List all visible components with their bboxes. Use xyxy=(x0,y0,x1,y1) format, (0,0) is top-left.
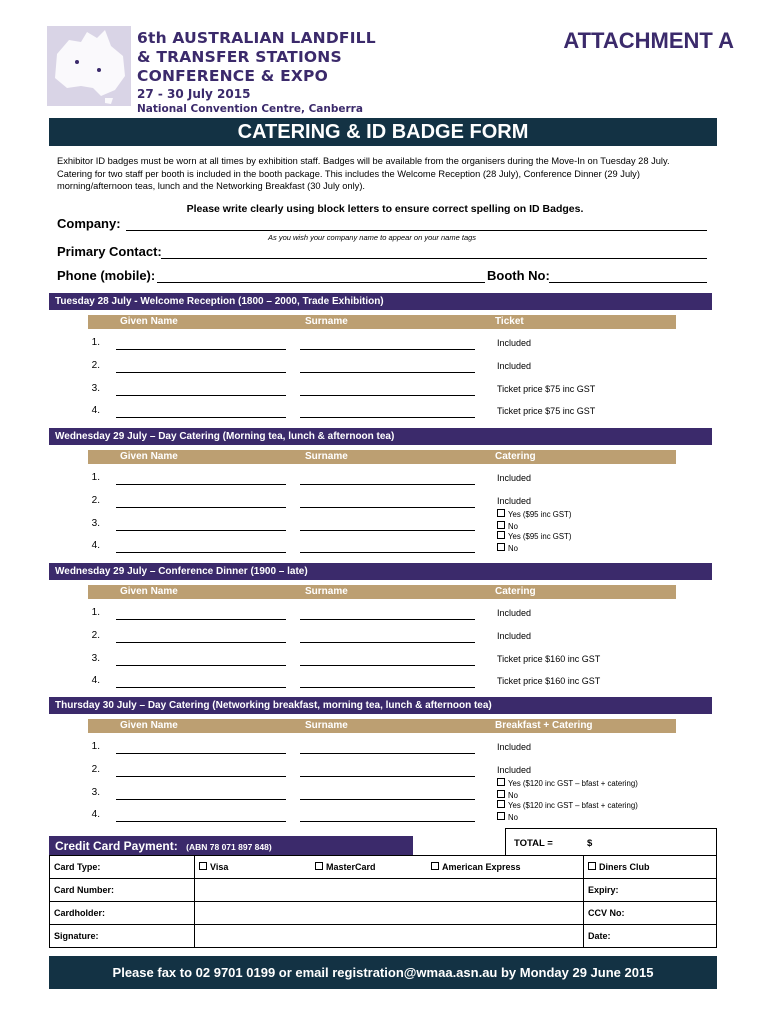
ticket-info: Ticket price $160 inc GST xyxy=(497,654,601,664)
option-no[interactable] xyxy=(497,812,638,824)
signature-field[interactable] xyxy=(195,925,584,948)
checkbox-icon[interactable] xyxy=(497,812,505,820)
ticket-info: Included xyxy=(497,765,532,775)
ticket-info: Ticket price $75 inc GST xyxy=(497,406,596,416)
row-number: 1. xyxy=(91,741,100,752)
catering-options xyxy=(497,509,571,533)
surname-field[interactable] xyxy=(300,821,475,822)
date-field[interactable] xyxy=(584,925,717,948)
option-label: No xyxy=(508,521,518,531)
given-name-field[interactable] xyxy=(116,799,286,800)
card-number-label: Card Number: xyxy=(50,879,195,902)
row-number: 3. xyxy=(91,787,100,798)
surname-field[interactable] xyxy=(300,417,475,418)
row-number: 1. xyxy=(91,472,100,483)
checkbox-icon[interactable] xyxy=(497,800,505,808)
checkbox-icon[interactable] xyxy=(497,521,505,529)
logo-line-2: & TRANSFER STATIONS xyxy=(137,48,342,66)
option-label: No xyxy=(508,790,518,800)
row-number: 4. xyxy=(91,675,100,686)
column-header-row xyxy=(88,315,676,329)
phone-label: Phone (mobile): xyxy=(57,268,156,283)
surname-field[interactable] xyxy=(300,507,475,508)
column-header-row xyxy=(88,450,676,464)
column-header-given: Given Name xyxy=(120,316,178,327)
surname-field[interactable] xyxy=(300,753,475,754)
card-option-visa[interactable]: Visa xyxy=(195,856,312,879)
column-header-third: Catering xyxy=(495,586,536,597)
company-hint: As you wish your company name to appear on your name tags xyxy=(268,233,477,242)
surname-field[interactable] xyxy=(300,530,475,531)
ticket-info: Included xyxy=(497,608,532,618)
attachment-label: ATTACHMENT A xyxy=(563,28,734,53)
column-header-given: Given Name xyxy=(120,720,178,731)
catering-options xyxy=(497,800,638,824)
expiry-field[interactable] xyxy=(584,879,717,902)
surname-field[interactable] xyxy=(300,619,475,620)
phone-field[interactable] xyxy=(157,282,485,283)
row-number: 3. xyxy=(91,653,100,664)
booth-field[interactable] xyxy=(549,282,707,283)
row-number: 4. xyxy=(91,540,100,551)
ticket-info: Included xyxy=(497,631,532,641)
surname-field[interactable] xyxy=(300,642,475,643)
date-label: Date: xyxy=(588,931,611,941)
ticket-info: Included xyxy=(497,742,532,752)
surname-field[interactable] xyxy=(300,349,475,350)
block-letters-note: Please write clearly using block letters to ensure correct spelling on ID Badges. xyxy=(186,203,584,215)
column-header-surname: Surname xyxy=(305,720,348,731)
card-number-field[interactable] xyxy=(195,879,584,902)
column-header-given: Given Name xyxy=(120,451,178,462)
option-label: No xyxy=(508,812,518,822)
card-option-diners[interactable]: Diners Club xyxy=(584,856,717,879)
column-header-surname: Surname xyxy=(305,586,348,597)
row-number: 3. xyxy=(91,518,100,529)
total-label: TOTAL = xyxy=(514,838,553,849)
given-name-field[interactable] xyxy=(116,776,286,777)
conference-logo-text xyxy=(137,29,377,116)
ticket-info: Ticket price $75 inc GST xyxy=(497,384,596,394)
surname-field[interactable] xyxy=(300,799,475,800)
column-header-third: Ticket xyxy=(495,316,524,327)
surname-field[interactable] xyxy=(300,687,475,688)
catering-options xyxy=(497,778,638,802)
given-name-field[interactable] xyxy=(116,395,286,396)
given-name-field[interactable] xyxy=(116,619,286,620)
surname-field[interactable] xyxy=(300,552,475,553)
given-name-field[interactable] xyxy=(116,552,286,553)
abn-number: (ABN 78 071 897 848) xyxy=(186,842,272,852)
company-label: Company: xyxy=(57,216,121,231)
australia-map-logo xyxy=(47,26,131,106)
ticket-info: Ticket price $160 inc GST xyxy=(497,676,601,686)
credit-card-title: Credit Card Payment: xyxy=(55,839,178,853)
card-type-label: Card Type: xyxy=(50,856,195,879)
option-yes[interactable] xyxy=(497,531,571,543)
card-option-amex[interactable]: American Express xyxy=(427,856,584,879)
credit-card-heading xyxy=(49,836,413,855)
row-number: 3. xyxy=(91,383,100,394)
booth-label: Booth No: xyxy=(487,268,550,283)
primary-contact-field[interactable] xyxy=(161,258,707,259)
ticket-info: Included xyxy=(497,496,532,506)
primary-contact-label: Primary Contact: xyxy=(57,244,162,259)
logo-line-3: CONFERENCE & EXPO xyxy=(137,67,328,85)
option-label: Yes ($95 inc GST) xyxy=(508,532,572,541)
given-name-field[interactable] xyxy=(116,417,286,418)
option-label: Yes ($95 inc GST) xyxy=(508,510,572,519)
footer-instructions: Please fax to 02 9701 0199 or email registration@wmaa.asn.au by Monday 29 June 2015 xyxy=(49,956,717,989)
ticket-info: Included xyxy=(497,473,532,483)
surname-field[interactable] xyxy=(300,484,475,485)
logo-venue: National Convention Centre, Canberra xyxy=(137,103,363,115)
given-name-field[interactable] xyxy=(116,507,286,508)
row-number: 2. xyxy=(91,495,100,506)
ticket-info: Included xyxy=(497,338,532,348)
given-name-field[interactable] xyxy=(116,821,286,822)
option-label: No xyxy=(508,543,518,553)
checkbox-icon[interactable] xyxy=(497,509,505,517)
surname-field[interactable] xyxy=(300,665,475,666)
logo-dates: 27 - 30 July 2015 xyxy=(137,87,251,101)
total-currency: $ xyxy=(587,838,593,849)
option-yes[interactable] xyxy=(497,778,638,790)
column-header-surname: Surname xyxy=(305,316,348,327)
given-name-field[interactable] xyxy=(116,753,286,754)
section-title: Wednesday 29 July – Conference Dinner (1900 – late) xyxy=(49,563,712,580)
row-number: 2. xyxy=(91,764,100,775)
option-label: Yes ($120 inc GST – bfast + catering) xyxy=(508,801,638,810)
surname-field[interactable] xyxy=(300,395,475,396)
column-header-third: Catering xyxy=(495,451,536,462)
ccv-field[interactable] xyxy=(584,902,717,925)
section-title: Wednesday 29 July – Day Catering (Morning tea, lunch & afternoon tea) xyxy=(49,428,712,445)
column-header-row xyxy=(88,719,676,733)
logo-line-1: 6th AUSTRALIAN LANDFILL xyxy=(137,29,376,47)
card-option-mastercard[interactable]: MasterCard xyxy=(311,856,427,879)
expiry-label: Expiry: xyxy=(588,885,619,895)
ticket-info: Included xyxy=(497,361,532,371)
column-header-third: Breakfast + Catering xyxy=(495,720,593,731)
given-name-field[interactable] xyxy=(116,687,286,688)
form-title: CATERING & ID BADGE FORM xyxy=(49,118,717,146)
checkbox-icon xyxy=(588,862,596,870)
checkbox-icon[interactable] xyxy=(497,778,505,786)
surname-field[interactable] xyxy=(300,372,475,373)
given-name-field[interactable] xyxy=(116,372,286,373)
payment-table xyxy=(49,855,717,948)
column-header-given: Given Name xyxy=(120,586,178,597)
catering-options xyxy=(497,531,571,555)
given-name-field[interactable] xyxy=(116,642,286,643)
column-header-row xyxy=(88,585,676,599)
checkbox-icon xyxy=(199,862,207,870)
option-yes[interactable] xyxy=(497,509,571,521)
given-name-field[interactable] xyxy=(116,665,286,666)
option-no[interactable] xyxy=(497,543,571,555)
given-name-field[interactable] xyxy=(116,530,286,531)
surname-field[interactable] xyxy=(300,776,475,777)
given-name-field[interactable] xyxy=(116,484,286,485)
checkbox-icon xyxy=(315,862,323,870)
section-title: Tuesday 28 July - Welcome Reception (1800 – 2000, Trade Exhibition) xyxy=(49,293,712,310)
checkbox-icon[interactable] xyxy=(497,543,505,551)
row-number: 4. xyxy=(91,809,100,820)
section-title: Thursday 30 July – Day Catering (Networking breakfast, morning tea, lunch & afternoon tea) xyxy=(49,697,712,714)
cardholder-label: Cardholder: xyxy=(50,902,195,925)
given-name-field[interactable] xyxy=(116,349,286,350)
ccv-label: CCV No: xyxy=(588,908,625,918)
row-number: 1. xyxy=(91,607,100,618)
total-box[interactable] xyxy=(505,828,717,855)
row-number: 2. xyxy=(91,360,100,371)
option-yes[interactable] xyxy=(497,800,638,812)
checkbox-icon xyxy=(431,862,439,870)
row-number: 2. xyxy=(91,630,100,641)
checkbox-icon[interactable] xyxy=(497,531,505,539)
signature-label: Signature: xyxy=(50,925,195,948)
option-label: Yes ($120 inc GST – bfast + catering) xyxy=(508,779,638,788)
cardholder-field[interactable] xyxy=(195,902,584,925)
row-number: 1. xyxy=(91,337,100,348)
company-field[interactable] xyxy=(126,230,707,231)
intro-paragraph: Exhibitor ID badges must be worn at all times by exhibition staff. Badges will be available from the organisers during the Move-In on Tuesday 28 July. Catering for two staff per booth is included in the booth package. This includes the Welcome Reception (28 July), Conference Dinner (29 July) morning/afternoon teas, lunch and the Networking Breakfast (30 July only). xyxy=(57,156,670,191)
checkbox-icon[interactable] xyxy=(497,790,505,798)
row-number: 4. xyxy=(91,405,100,416)
column-header-surname: Surname xyxy=(305,451,348,462)
